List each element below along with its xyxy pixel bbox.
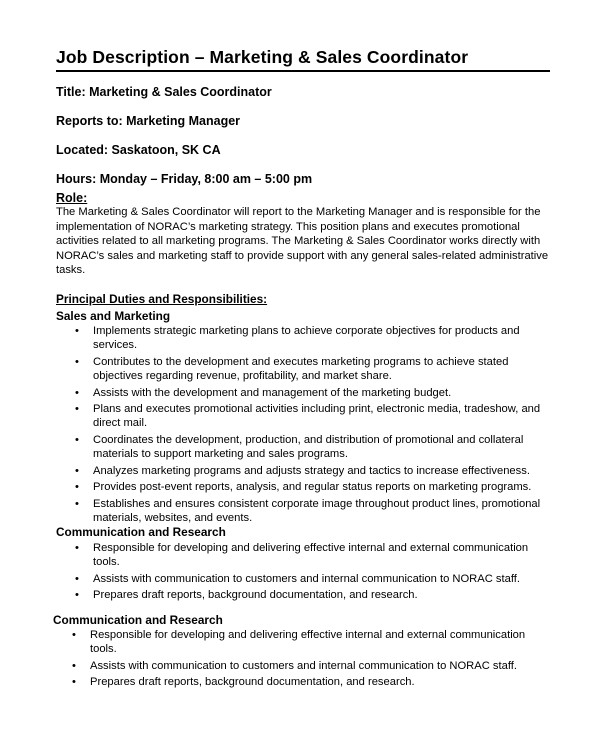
list-item [75,541,540,570]
list-item-text: Responsible for developing and delivering effective internal and external communication tools. [90,629,526,656]
list-item-text: Assists with the development and management of the marketing budget. [93,386,452,399]
list-item [75,402,545,431]
communication-research-list [75,541,540,605]
list-item-text: Contributes to the development and executes marketing programs to achieve stated objectives regarding revenue, profitability, and market share. [93,355,509,383]
document-title: Job Description – Marketing & Sales Coordinator [56,47,469,67]
hours-field: Hours: Monday – Friday, 8:00 am – 5:00 pm [56,172,313,186]
section-heading-sales-marketing: Sales and Marketing [56,309,171,323]
list-item [75,480,545,494]
list-item-text: Establishes and ensures consistent corporate image throughout product lines, promotional materials, websites, and events. [93,497,541,524]
list-item [75,433,545,462]
section-heading-communication-research: Communication and Research [56,525,226,539]
list-item [75,386,545,400]
list-item-text: Prepares draft reports, background documentation, and research. [93,589,418,602]
bullet-icon: • [75,481,79,494]
duties-heading: Principal Duties and Responsibilities: [56,292,268,306]
section-heading-communication-research-repeat: Communication and Research [53,613,223,627]
role-description: The Marketing & Sales Coordinator will report to the Marketing Manager and is responsible for the implementation of NORAC’s marketing strategy. This position plans and executes promotional activities related to all marketing programs. The Marketing & Sales Coordinator works directly with NORAC’s sales and marketing staff to provide support with any general sales-related administrative tasks. [56,206,549,276]
list-item [75,324,545,353]
list-item-text: Plans and executes promotional activities including print, electronic media, tradeshow, and direct mail. [93,403,541,430]
list-item-text: Provides post-event reports, analysis, and regular status reports on marketing programs. [93,481,532,494]
sales-marketing-list [75,324,545,527]
bullet-icon: • [72,676,76,689]
list-item-text: Coordinates the development, production, and distribution of promotional and collateral materials to support marketing and sales programs. [93,433,524,461]
title-divider [56,70,550,72]
bullet-icon: • [75,433,79,446]
list-item [75,464,545,478]
list-item-text: Analyzes marketing programs and adjusts strategy and tactics to increase effectiveness. [93,464,530,477]
list-item-text: Assists with communication to customers and internal communication to NORAC staff. [90,659,517,672]
bullet-icon: • [75,464,79,477]
bullet-icon: • [75,325,79,337]
bullet-icon: • [75,403,79,416]
job-title-field: Title: Marketing & Sales Coordinator [56,85,272,99]
location-field: Located: Saskatoon, SK CA [56,143,221,157]
reports-to-field: Reports to: Marketing Manager [56,114,241,128]
role-heading: Role: [56,191,88,205]
bullet-icon: • [75,386,79,399]
list-item [75,355,545,384]
bullet-icon: • [75,497,79,510]
list-item [75,572,540,586]
list-item-text: Implements strategic marketing plans to achieve corporate objectives for products and services. [93,325,520,352]
list-item [75,497,545,526]
list-item [72,675,537,689]
list-item-text: Assists with communication to customers and internal communication to NORAC staff. [93,572,520,585]
list-item-text: Responsible for developing and delivering effective internal and external communication tools. [93,542,529,569]
bullet-icon: • [75,589,79,602]
list-item [72,628,537,657]
bullet-icon: • [75,542,79,554]
bullet-icon: • [72,659,76,672]
list-item-text: Prepares draft reports, background documentation, and research. [90,676,415,689]
bullet-icon: • [75,355,79,368]
list-item [75,588,540,602]
list-item [72,659,537,673]
bullet-icon: • [72,629,76,641]
communication-research-list-repeat [72,628,537,692]
bullet-icon: • [75,572,79,585]
